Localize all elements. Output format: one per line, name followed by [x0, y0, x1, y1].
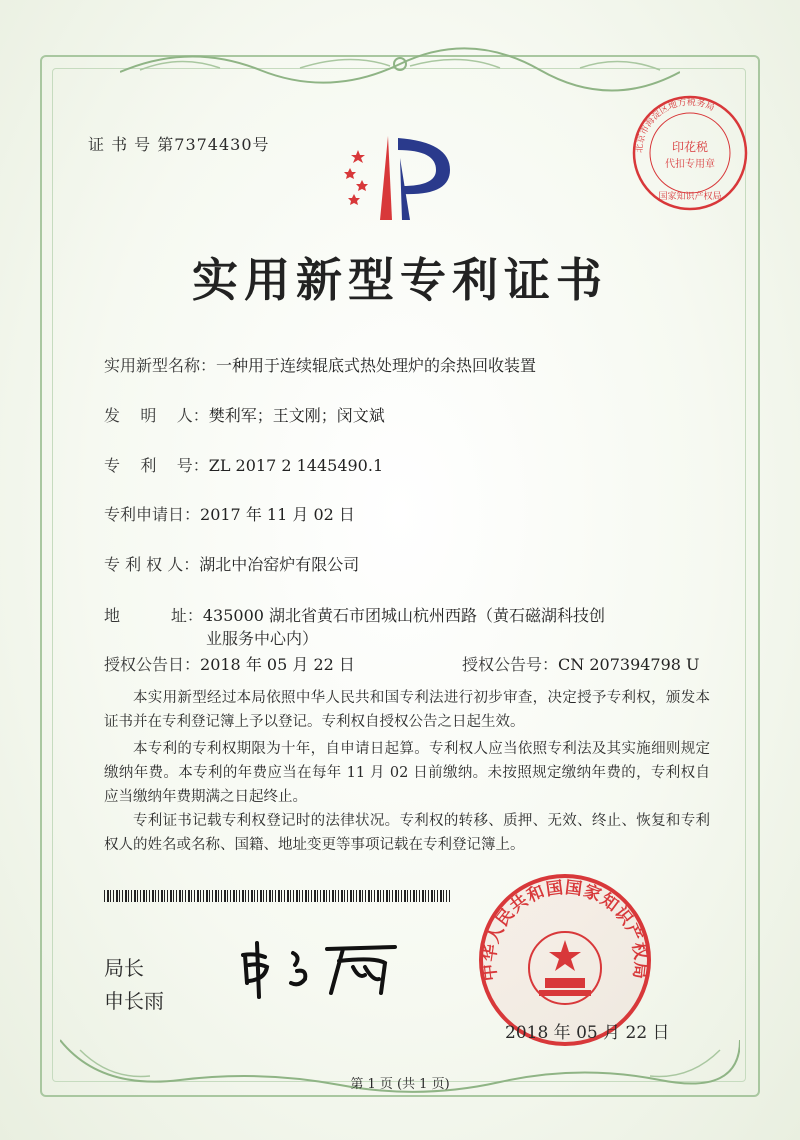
inventor-row: [104, 403, 385, 426]
grant-date-value: 2018 年 05 月 22 日: [200, 655, 355, 674]
patentee-value: 湖北中冶窑炉有限公司: [199, 555, 360, 574]
address-value-line2: 业服务中心内）: [206, 629, 319, 648]
certificate-number: 证 书 号 第7374430号: [88, 135, 270, 154]
patent-number-value: ZL 2017 2 1445490.1: [208, 456, 384, 475]
application-date-value: 2017 年 11 月 02 日: [200, 505, 355, 524]
paragraph-term: 本专利的专利权期限为十年，自申请日起算。专利权人应当依照专利法及其实施细则规定缴纳年费。本专利的年费应当在每年 11 月 02 日前缴纳。未按照规定缴纳年费的，专利权自应当缴纳年费期满之日起终止。: [104, 741, 710, 805]
patent-office-logo: [340, 128, 470, 228]
tax-stamp-line1: 印花税: [671, 140, 709, 154]
barcode: [104, 890, 450, 902]
patentee-row: [104, 552, 359, 575]
seal-ring-text: 中华人民共和国国家知识产权局: [479, 877, 651, 982]
top-vine-ornament: [120, 42, 680, 92]
grant-number-label: 授权公告号：: [462, 655, 559, 674]
certificate-title: 实用新型专利证书: [192, 253, 608, 307]
patentee-label: 专 利 权 人：: [104, 555, 200, 574]
utility-name-label: 实用新型名称：: [104, 356, 217, 375]
application-date-label: 专利申请日：: [104, 505, 201, 524]
utility-name-row: [104, 353, 536, 376]
grant-number-value: CN 207394798 U: [558, 655, 700, 674]
grant-number-row: [462, 652, 700, 675]
handwritten-signature: [235, 935, 405, 1000]
utility-name-value: 一种用于连续辊底式热处理炉的余热回收装置: [216, 356, 537, 375]
address-value-line1: 435000 湖北省黄石市团城山杭州西路（黄石磁湖科技创: [202, 606, 606, 625]
tax-stamp: [630, 93, 750, 213]
tax-stamp-ring-text: 北京市海淀区地方税务局: [634, 97, 716, 154]
grant-date-label: 授权公告日：: [104, 655, 201, 674]
patent-number-row: [104, 453, 383, 476]
paragraph-grant: 本实用新型经过本局依照中华人民共和国专利法进行初步审查，决定授予专利权，颁发本证书并在专利登记簿上予以登记。专利权自授权公告之日起生效。: [104, 690, 710, 730]
paragraph-legal-status: 专利证书记载专利权登记时的法律状况。专利权的转移、质押、无效、终止、恢复和专利权人的姓名或名称、国籍、地址变更等事项记载在专利登记簿上。: [104, 813, 710, 853]
address-row: [104, 603, 605, 626]
commissioner-name: 申长雨: [104, 989, 164, 1013]
patent-number-label: 专 利 号：: [104, 456, 209, 475]
grant-date-row: [104, 652, 355, 675]
tax-stamp-bottom: 国家知识产权局: [658, 192, 722, 202]
address-label: 地 址：: [104, 606, 203, 625]
tax-stamp-line2: 代扣专用章: [665, 159, 715, 170]
page-number: 第 1 页 (共 1 页): [350, 1077, 450, 1092]
application-date-row: [104, 502, 355, 525]
inventor-label: 发 明 人：: [104, 406, 209, 425]
commissioner-title: 局长: [104, 956, 144, 980]
seal-date: 2018 年 05 月 22 日: [505, 1023, 670, 1043]
inventor-value: 樊利军；王文刚；闵文斌: [208, 406, 385, 425]
